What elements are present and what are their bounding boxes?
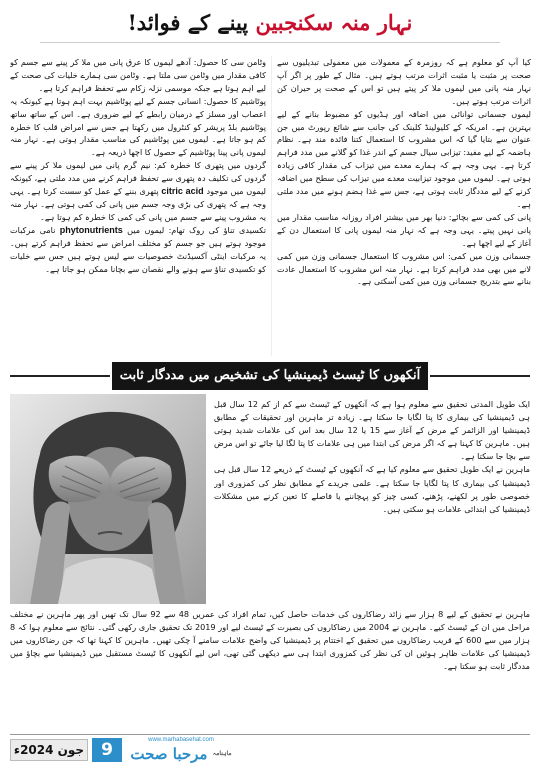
article-right-column [277,56,531,356]
paragraph: جسمانی وزن میں کمی: اس مشروب کا استعمال جسمانی وزن میں کمی لانے میں بھی مدد فراہم کرتا ہے۔ نہار منہ اس مشروب کا استعمال عادت بنانے سے بتدریج جسمانی وزن میں کمی آسکتی ہے۔ [277,250,531,287]
paragraph-text: نامی مرکبات موجود ہوتے ہیں جو جسم کو مختلف امراض سے تحفظ فراہم کرتے ہیں۔ یہ مرکبات اینٹی آکسیڈنٹ خصوصیات سے لیس ہوتے ہیں جس سے خلیات کو تکسیدی تناؤ سے ہونے والے نقصان سے بچانا ممکن ہو جاتا ہے۔ [10,224,266,274]
feature-heading-band [0,362,540,390]
paragraph: وٹامن سی کا حصول: آدھے لیموں کا عرق پانی میں ملا کر پینے سے جسم کو کافی مقدار میں وٹامن سی ملتا ہے۔ وٹامن سی ہمارے خلیات کی صحت کے لیے اہم ہوتا ہے جبکہ موسمی نزلہ زکام سے تحفظ فراہم کرتا ہے۔ [10,57,266,93]
paragraph: ایک طویل المدتی تحقیق سے معلوم ہوا ہے کہ آنکھوں کے ٹیسٹ سے کم از کم 12 سال قبل ہی ڈیمینشیا کی بیماری کا پتا لگایا جا سکتا ہے۔ زیادہ تر ماہرین اور تحقیقات کے مطابق ڈیمینشیا اور الزائمر کے مرض کے آغاز سے 15 یا 12 سال بعد اس کی علامات شدید ہوتی ہیں۔ ماہرین کا کہنا ہے کہ اگر مرض کی ابتدا میں ہی علامات کا پتا لگا لیا جائے تو اس مرض سے بچا جا سکتا ہے۔ [214,399,530,462]
paragraph: ماہرین نے ایک طویل تحقیق سے معلوم کیا ہے کہ آنکھوں کے ٹیسٹ کے ذریعے 12 سال قبل ہی ڈیمینشیا کی بیماری کا پتا لگایا جا سکتا ہے۔ علمی جریدے کے مطابق نظر کی کمزوری اور خصوصی طور پر لکھنے، پڑھنے، کسی چیز کو پہچاننے یا فاصلے کا تعین کرنے میں مشکلات ڈیمینشیا کی ابتدائی علامات ہو سکتی ہیں۔ [214,464,530,514]
paragraph: پوٹاشیم کا حصول: انسانی جسم کے لیے پوٹاشیم بہت اہم ہوتا ہے کیونکہ یہ اعصاب اور مسلز کے درمیان رابطے کے لیے ضروری ہے۔ اس کے ساتھ ساتھ پوٹاشیم بلڈ پریشر کو کنٹرول میں رکھتا ہے جس سے امراض قلب کا خطرہ کم ہو جاتا ہے۔ لیموں میں پوٹاشیم کی مناسب مقدار ہوتی ہے۔ نہار منہ لیموں پانی پینا پوٹاشیم کے حصول کا اچھا ذریعہ ہے۔ [10,95,266,158]
latin-term: citric acid [161,186,204,197]
magazine-masthead [128,737,234,763]
magazine-tag: ماہنامہ [212,750,232,757]
footer-rule [10,734,530,735]
latin-term: phytonutrients [59,224,123,235]
paragraph-text: گردوں میں پتھری کا خطرہ کم: نیم گرم پانی میں لیموں ملا کر پینے سے گردوں کی تکلیف دہ پتھری سے تحفظ فراہم کرنے میں مدد ملتی ہے، کیونکہ لیموں میں موجود [10,160,266,197]
paragraph-text: پتھری بننے کے عمل کو سست کرتا ہے۔ یہی وجہ ہے کہ پتھری کی بڑی وجہ جسم میں پانی کی کمی ہوتی ہے۔ نہار منہ یہ مشروب پینے سے جسم میں پانی کی کمی کا خطرہ کم ہوتا ہے۔ [10,186,266,222]
paragraph-text: تکسیدی تناؤ کی روک تھام: لیموں میں [127,224,266,235]
feature-photo [10,394,206,604]
paragraph [10,159,266,224]
magazine-name: مرحبا صحت [130,745,208,763]
website-url[interactable]: www.marhabasehat.com [148,737,214,743]
paragraph: کیا آپ کو معلوم ہے کہ روزمرہ کے معمولات میں معمولی تبدیلیوں سے صحت پر مثبت یا مثبت اثرات مرتب ہوتے ہیں۔ مثال کے طور پر اگر آپ نہار منہ پانی میں لیموں ملا کر پیتے ہیں تو اس کے صحت پر حیران کن اثرات مرتب ہوتے ہیں۔ [277,57,531,106]
magazine-logo [128,745,234,763]
heading-rule [430,375,530,377]
title-divider [40,42,500,43]
feature-bottom-text [10,608,530,732]
paragraph: پانی کی کمی سے بچائے: دنیا بھر میں بیشتر افراد روزانہ مناسب مقدار میں پانی نہیں پیتے۔ یہی وجہ ہے کہ نہار منہ لیموں پانی کا استعمال دن کے آغاز کے لیے اچھا ہے۔ [277,211,531,248]
paragraph [10,224,266,276]
column-divider [271,56,272,356]
heading-rule [10,375,110,377]
woman-holding-head-image [10,394,206,604]
title-highlight: نہار منہ سکنجبین [255,10,413,35]
paragraph: ماہرین نے تحقیق کے لیے 8 ہزار سے زائد رضاکاروں کی خدمات حاصل کیں، تمام افراد کی عمریں 48 سے 92 سال تک تھیں اور پھر ماہرین نے مختلف مراحل میں ان کے ٹیسٹ کیے۔ ماہرین نے 2004 میں رضاکاروں کی بصیرت کے ٹیسٹ لیے اور 2019 تک تحقیق جاری رکھی گئی۔ نتائج سے معلوم ہوا کہ 8 ہزار میں سے 600 کے قریب رضاکاروں میں تحقیق کے اختتام پر ڈیمینشیا کی واضح علامات سامنے آ چکی تھیں۔ ماہرین کا کہنا تھا کہ جن رضاکاروں میں ڈیمینشیا کی علامات ظاہر ہوئیں ان کی نظر کی کمزوری ابتدا ہی سے دیکھی گئی تھی، اس لیے آنکھوں کا ٹیسٹ مستقبل میں ڈیمینشیا سے بچاؤ میں مددگار ثابت ہو سکتا ہے۔ [10,609,530,672]
page-number: 9 [92,738,122,762]
paragraph: لیموں جسمانی توانائی میں اضافہ اور ہڈیوں کو مضبوط بنانے کے لیے بہترین ہے۔ امریکہ کے کلیولینڈ کلینک کی جانب سے شائع رپورٹ میں جن عنوان سے بتایا گیا کہ اس مشروب کا استعمال کتنا فائدہ مند ہے۔ نظام ہاضمہ کے لیے مفید: تیزابی سیال جسم کے اندر غذا کو گلانے میں مدد فراہم کرتا ہے۔ یہی وجہ ہے کہ ہمارے معدے میں تیزاب کی مقدار کافی زیادہ ہوتی ہے۔ لیموں میں موجود تیزابیت معدے میں تیزاب کی سطح میں اضافہ کرنے کے لیے مددگار ثابت ہوتی ہے، جس سے غذا ہضم ہونے میں مدد ملتی ہے۔ [277,108,531,209]
issue-date: جون 2024ء [10,739,88,761]
feature-text-column [214,398,530,608]
article-left-column [10,56,266,356]
title-rest: پینے کے فوائد! [127,10,249,35]
page-footer [0,734,540,764]
article-title [0,6,540,40]
feature-heading: آنکھوں کا ٹیسٹ ڈیمینشیا کی تشخیص میں مددگار ثابت [112,362,428,390]
